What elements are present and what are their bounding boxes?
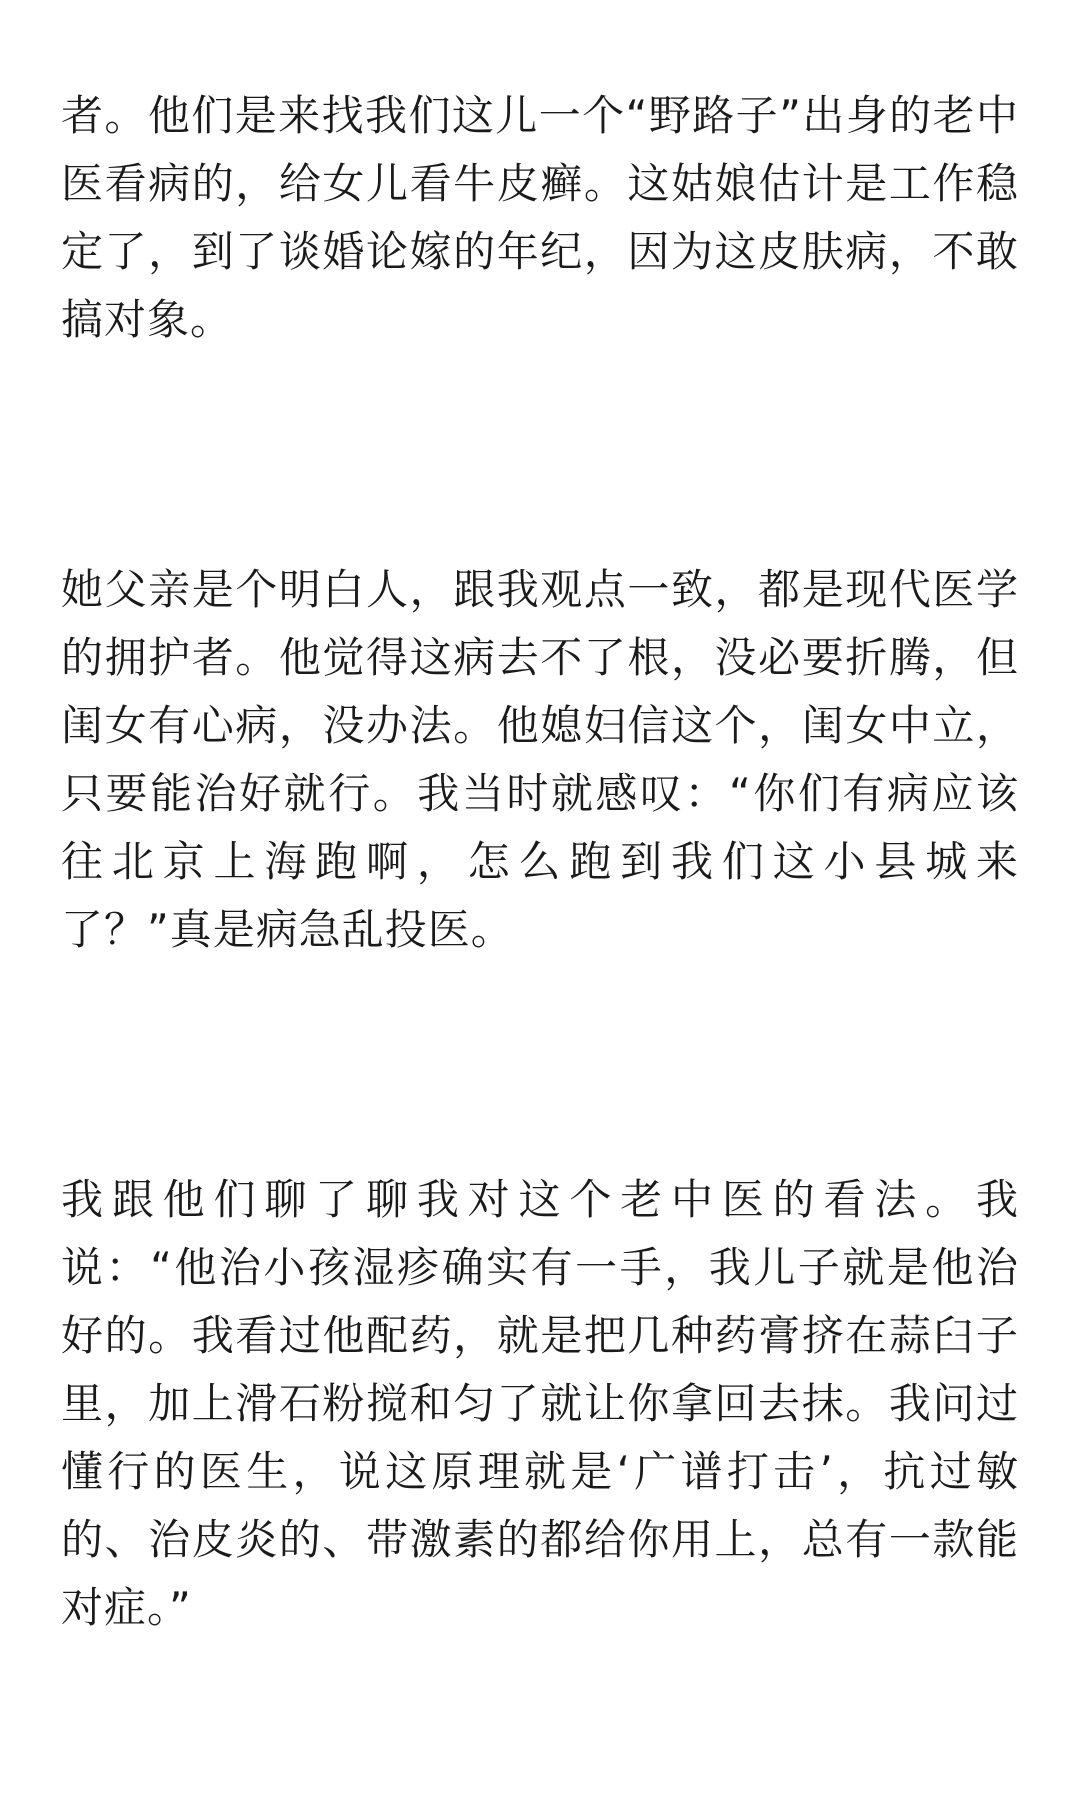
paragraph-spacer: [61, 964, 1019, 1166]
paragraph-3: 我跟他们聊了聊我对这个老中医的看法。我说：“他治小孩湿疹确实有一手，我儿子就是他治好的。我看过他配药，就是把几种药膏挤在蒜臼子里，加上滑石粉搅和匀了就让你拿回去抹。我问过懂行的医生，说这原理就是‘广谱打击’，抗过敏的、治皮炎的、带激素的都给你用上，总有一款能对症。”: [61, 1175, 1019, 1632]
article-body: [61, 82, 1019, 1642]
paragraph-1: 者。他们是来找我们这儿一个“野路子”出身的老中医看病的，给女儿看牛皮癣。这姑娘估计是工作稳定了，到了谈婚论嫁的年纪，因为这皮肤病，不敢搞对象。: [61, 91, 1019, 344]
paragraph-spacer: [61, 354, 1019, 556]
paragraph-2: 她父亲是个明白人，跟我观点一致，都是现代医学的拥护者。他觉得这病去不了根，没必要折腾，但闺女有心病，没办法。他媳妇信这个，闺女中立，只要能治好就行。我当时就感叹：“你们有病应该往北京上海跑啊，怎么跑到我们这小县城来了？”真是病急乱投医。: [61, 565, 1019, 954]
